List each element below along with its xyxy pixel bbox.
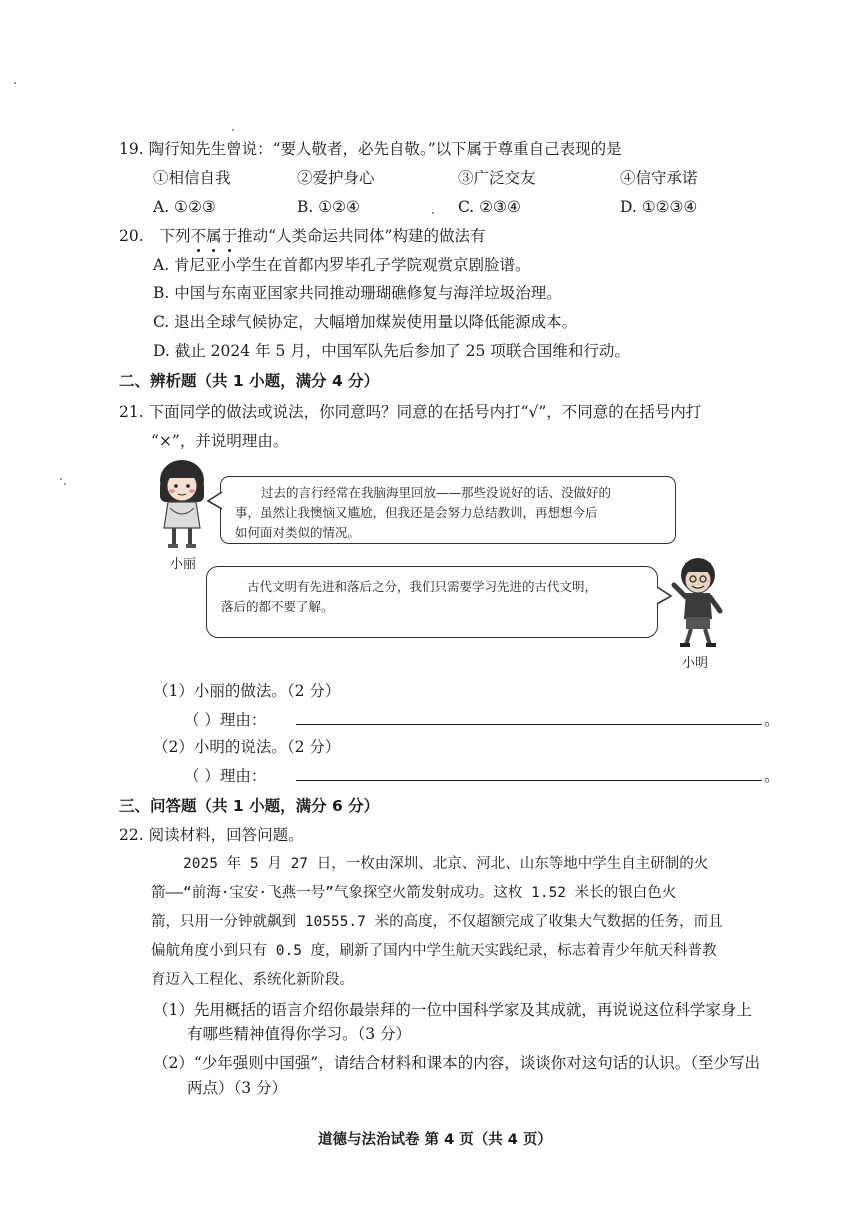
q19-item-2: ②爱护身心 [297,169,375,187]
q20-stem-post: 推动“人类命运共同体”构建的做法有 [237,227,486,245]
xiaoming-illustration [668,555,728,651]
xiaoli-speech-line: 如何面对类似的情况。 [235,525,361,540]
q21-sub-1-answer-end: 。 [764,711,780,729]
xiaoli-speech-line: 事，虽然让我懊恼又尴尬，但我还是会努力总结教训，再想想今后 [235,505,598,520]
q19-item-3: ③广泛交友 [458,169,536,187]
q20-option-c: C. 退出全球气候协定，大幅增加煤炭使用量以降低能源成本。 [153,313,578,331]
q19-option-d: D. ①②③④ [620,198,698,216]
q21-sub-2: （2）小明的说法。（2 分） [153,738,341,756]
q20-stem-pre: 下列 [159,227,191,245]
q22-sub-1-line-2: 有哪些精神值得你学习。（3 分） [187,1025,412,1043]
q19-item-1: ①相信自我 [153,169,231,187]
q22-material-line: 偏航角度小到只有 0.5 度，刷新了国内中学生航天实践纪录，标志着青少年航天科普教 [151,943,717,959]
q20-stem [119,226,485,246]
q20-number: 20. [119,227,144,245]
q20-option-a: A. 肯尼亚小学生在首都内罗毕孔子学院观赏京剧脸谱。 [153,256,531,274]
xiaoli-bubble-tail [206,490,224,512]
q19-stem: 19. 陶行知先生曾说：“要人敬者，必先自敬。”以下属于尊重自己表现的是 [119,140,622,158]
q22-sub-1-line-1: （1）先用概括的语言介绍你最崇拜的一位中国科学家及其成就，再说说这位科学家身上 [153,1001,752,1019]
q20-option-b: B. 中国与东南亚国家共同推动珊瑚礁修复与海洋垃圾治理。 [153,284,562,302]
q19-option-a: A. ①②③ [153,198,216,216]
xiaoming-speech-line: 落后的都不要了解。 [221,599,334,614]
q21-sub-1-answer-line[interactable] [296,724,762,725]
section-3-title: 三、问答题（共 1 小题，满分 6 分） [119,797,380,815]
section-2-title: 二、辨析题（共 1 小题，满分 4 分） [119,372,380,390]
q22-material-line: 箭，只用一分钟就飙到 10555.7 米的高度，不仅超额完成了收集大气数据的任务，而且 [151,914,723,930]
q22-sub-2-line-2: 两点）（3 分） [187,1079,288,1097]
page-footer: 道德与法治试卷 第 4 页（共 4 页） [318,1132,552,1148]
q19-option-c: C. ②③④ [458,198,521,216]
q20-emphasis-char: 不 [190,227,207,245]
q22-stem: 22. 阅读材料，回答问题。 [119,826,304,844]
xiaoli-name: 小丽 [170,557,197,572]
scan-speck [232,129,234,131]
q21-stem-line-1: 21. 下面同学的做法或说法，你同意吗？同意的在括号内打“√”，不同意的在括号内打 [119,403,702,421]
q21-sub-1: （1）小丽的做法。（2 分） [153,682,341,700]
xiaoli-illustration [150,458,214,552]
xiaoming-speech-bubble [206,566,658,638]
q19-item-4: ④信守承诺 [620,169,698,187]
q21-sub-1-answer-prefix: （ ）理由： [184,711,267,729]
q20-emphasis-char: 属 [206,227,222,245]
q21-sub-2-answer-end: 。 [764,767,780,785]
q22-material-line: 育迈入工程化、系统化新阶段。 [151,972,354,988]
q22-material-line: 箭——“前海·宝安·飞燕一号”气象探空火箭发射成功。这枚 1.52 米长的银白色火 [151,885,677,901]
xiaoli-speech-bubble [220,476,676,544]
xiaoming-name: 小明 [682,656,709,671]
xiaoli-speech-line: 过去的言行经常在我脑海里回放——那些没说好的话、没做好的 [261,485,612,500]
q21-sub-2-answer-line[interactable] [296,780,762,781]
scan-speck [60,478,62,480]
q22-sub-2-line-1: （2）“少年强则中国强”，请结合材料和课本的内容，谈谈你对这句话的认识。（至少写出 [153,1054,760,1072]
scan-speck [14,82,16,84]
scan-speck [64,483,66,485]
xiaoming-speech-line: 古代文明有先进和落后之分，我们只需要学习先进的古代文明， [247,579,598,594]
q20-option-d: D. 截止 2024 年 5 月，中国军队先后参加了 25 项联合国维和行动。 [153,342,630,360]
q21-stem-line-2: “×”，并说明理由。 [151,432,289,450]
scan-speck [432,212,434,214]
q22-material-line: 2025 年 5 月 27 日，一枚由深圳、北京、河北、山东等地中学生自主研制的火 [183,856,709,872]
q21-sub-2-answer-prefix: （ ）理由： [184,767,267,785]
q20-emphasis-char: 于 [221,227,238,245]
q19-option-b: B. ①②④ [297,198,360,216]
